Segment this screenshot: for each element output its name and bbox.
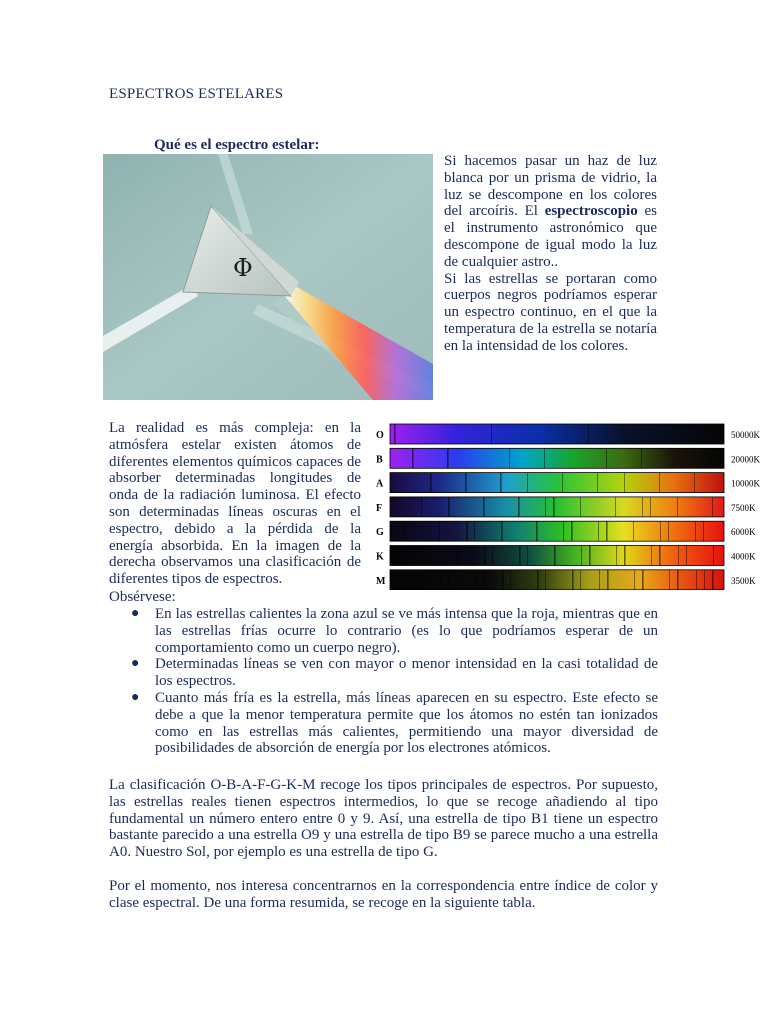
absorption-line (633, 521, 634, 541)
absorption-line (405, 570, 406, 590)
absorption-line (695, 521, 696, 541)
absorption-line (659, 473, 660, 493)
color-index-paragraph: Por el momento, nos interesa concentrarnos en la correspondencia entre índice de color y clase espectral. De una forma resumida, se recoge en la siguiente tabla. (109, 878, 658, 911)
absorption-line (642, 570, 644, 590)
spectral-class-label: A (376, 478, 384, 490)
absorption-line (712, 497, 713, 517)
bullet-icon: ● (131, 689, 140, 705)
absorption-line (510, 570, 511, 590)
observe-label: Obsérvese: (109, 589, 176, 605)
section-subtitle: Qué es el espectro estelar: (154, 137, 320, 153)
absorption-line (554, 546, 556, 566)
spectrum-bar (390, 424, 724, 444)
spectrum-bar (390, 497, 724, 517)
spectral-class-label: M (376, 575, 386, 587)
absorption-line (589, 546, 591, 566)
absorption-line (527, 473, 528, 493)
absorption-line (465, 473, 467, 493)
absorption-line (624, 473, 625, 493)
absorption-line (553, 497, 555, 517)
absorption-line (713, 546, 714, 566)
absorption-line (696, 570, 697, 590)
absorption-line (440, 570, 441, 590)
absorption-line (686, 546, 687, 566)
spectrum-bar (390, 546, 724, 566)
absorption-line (703, 521, 704, 541)
spectrum-bar (390, 473, 724, 493)
absorption-line (413, 570, 414, 590)
temperature-label: 20000K (731, 454, 760, 465)
page-title: ESPECTROS ESTELARES (109, 86, 284, 102)
spectra-classification-image (372, 420, 768, 590)
spectrum-bar (390, 521, 724, 541)
temperature-label: 10000K (731, 478, 760, 489)
absorption-line (599, 570, 600, 590)
absorption-line (572, 570, 574, 590)
temperature-label: 4000K (731, 551, 756, 562)
absorption-line (650, 497, 651, 517)
absorption-line (483, 497, 485, 517)
absorption-line (606, 448, 607, 468)
absorption-line (712, 570, 714, 590)
temperature-label: 3500K (731, 575, 756, 586)
spectroscope-term: espectroscopio (544, 203, 638, 220)
absorption-line (501, 521, 503, 541)
absorption-line (563, 521, 564, 541)
absorption-line (500, 473, 502, 493)
spectral-class-label: K (376, 551, 384, 563)
absorption-line (588, 424, 589, 444)
absorption-line (678, 546, 679, 566)
list-item: ● Cuanto más fría es la estrella, más líneas aparecen en su espectro. Este efecto se debe a que la menor temperatura permite que los átomos no estén tan ionizados como en las estrellas más calientes, permitiendo una mayor diversidad de posibilidades de absorción de energía por los electrones atómicos. (131, 689, 658, 757)
absorption-line (634, 570, 635, 590)
absorption-line (545, 570, 546, 590)
absorption-line (545, 497, 546, 517)
classification-paragraph: La clasificación O-B-A-F-G-K-M recoge los tipos principales de espectros. Por supuesto, las estrellas reales tienen espectros intermedios, lo que se recoge añadiendo al tipo fundamental un número entero entre 0 y 9. Así, una estrella de tipo B1 tiene un espectro bastante parecido a una estrella O9 y una estrella de tipo B9 se parece mucho a una estrella A0. Nuestro Sol, por ejemplo es una estrella de tipo G. (109, 777, 658, 861)
absorption-line (439, 521, 440, 541)
absorption-line (430, 473, 432, 493)
absorption-line (607, 570, 609, 590)
absorption-line (677, 570, 679, 590)
absorption-line (457, 546, 458, 566)
absorption-line (474, 521, 475, 541)
intro-paragraph: Si hacemos pasar un haz de luz blanca por un prisma de vidrio, la luz se descompone en los colores del arcoíris. El espectroscopio es el instrumento astronómico que descompone de igual modo la luz de cualquier astro.. Si las estrellas se portaran como cuerpos negros podríamos esperar un espectro continuo, en el que la temperatura de la estrella se notaría en la intensidad de los colores. (444, 153, 657, 354)
absorption-line (475, 570, 476, 590)
absorption-line (624, 546, 626, 566)
absorption-line (492, 546, 493, 566)
absorption-line (641, 448, 642, 468)
absorption-line (502, 570, 504, 590)
spectrum-bar (390, 448, 724, 468)
absorption-line (394, 424, 396, 444)
prism-image (103, 154, 433, 400)
absorption-line (422, 546, 423, 566)
absorption-line (606, 521, 608, 541)
absorption-line (598, 521, 599, 541)
spectral-class-label: B (376, 454, 383, 466)
absorption-line (668, 521, 669, 541)
absorption-line (677, 497, 678, 517)
absorption-line (704, 570, 705, 590)
reality-paragraph: La realidad es más compleja: en la atmósfera estelar existen átomos de diferentes elementos químicos capaces de absorber determinadas longitudes de onda de la radiación luminosa. El efecto son determinadas líneas oscuras en el espectro, debido a la pérdida de la energía absorbida. En la imagen de la derecha observamos una clasificación de diferentes tipos de espectros. (109, 420, 361, 588)
absorption-line (447, 448, 449, 468)
absorption-line (659, 546, 661, 566)
absorption-line (580, 497, 581, 517)
bullet-icon: ● (131, 656, 140, 672)
absorption-line (694, 473, 695, 493)
absorption-line (527, 546, 528, 566)
absorption-line (483, 570, 484, 590)
absorption-line (571, 521, 573, 541)
absorption-line (651, 546, 652, 566)
absorption-line (430, 546, 431, 566)
observations-list (109, 606, 658, 757)
absorption-line (562, 473, 563, 493)
absorption-line (412, 448, 414, 468)
absorption-line (491, 424, 492, 444)
spectral-class-label: G (376, 527, 384, 539)
list-item: ● En las estrellas calientes la zona azul se ve más intensa que la roja, mientras que en las estrellas frías ocurre lo contrario (es lo que podríamos esperar de un comportamiento como un cuerpo negro). (131, 606, 658, 656)
absorption-line (597, 473, 598, 493)
absorption-line (466, 521, 468, 541)
absorption-line (448, 497, 450, 517)
absorption-line (536, 521, 538, 541)
absorption-line (616, 546, 617, 566)
absorption-line (581, 546, 582, 566)
absorption-line (642, 497, 643, 517)
absorption-line (615, 497, 616, 517)
list-item: ● Determinadas líneas se ven con mayor o menor intensidad en la casi totalidad de los espectros. (131, 656, 658, 690)
absorption-line (421, 497, 422, 517)
absorption-line (580, 570, 581, 590)
spectral-class-label: F (376, 502, 383, 514)
absorption-line (544, 448, 545, 468)
prism-symbol: Φ (233, 254, 253, 282)
temperature-label: 7500K (731, 502, 756, 513)
absorption-line (669, 570, 670, 590)
absorption-line (518, 497, 520, 517)
absorption-line (448, 570, 449, 590)
absorption-line (519, 546, 521, 566)
absorption-line (404, 521, 405, 541)
absorption-line (660, 521, 661, 541)
absorption-line (509, 448, 510, 468)
temperature-label: 50000K (731, 430, 760, 440)
spectral-class-label: O (376, 430, 384, 441)
bullet-icon: ● (131, 606, 140, 621)
absorption-line (484, 546, 486, 566)
absorption-line (395, 546, 396, 566)
temperature-label: 6000K (731, 527, 756, 538)
absorption-line (537, 570, 539, 590)
